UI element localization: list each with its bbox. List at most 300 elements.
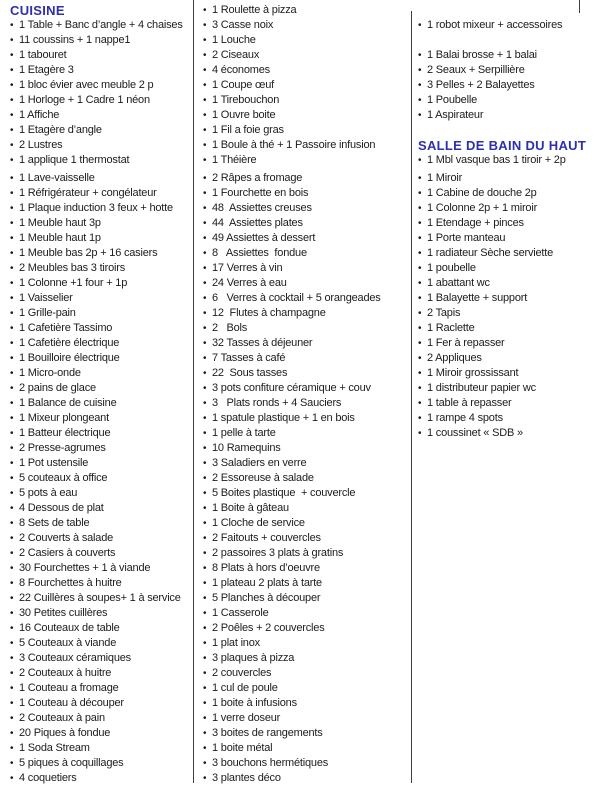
bullet-icon: • — [418, 155, 422, 166]
list-item — [203, 216, 410, 231]
list-item — [203, 426, 410, 441]
section-header-salle-de-bain: SALLE DE BAIN DU HAUT — [418, 138, 587, 153]
list-item — [10, 411, 193, 426]
list-item — [203, 33, 410, 48]
list-item — [10, 216, 193, 231]
list-item — [203, 321, 410, 336]
bullet-icon: • — [10, 398, 14, 409]
item-text: 2 Bols — [212, 322, 248, 334]
item-text: 1 Cafetière électrique — [19, 337, 120, 349]
list-item — [418, 231, 601, 246]
bullet-icon: • — [203, 263, 207, 274]
item-text: 1 radiateur Sèche serviette — [427, 247, 554, 259]
list-item — [203, 63, 410, 78]
bullet-icon: • — [203, 773, 207, 784]
item-text: 1 pelle à tarte — [212, 427, 276, 439]
item-text: 1 Miroir grossissant — [427, 367, 519, 379]
bullet-icon: • — [203, 413, 207, 424]
bullet-icon: • — [203, 698, 207, 709]
item-text: 2 Presse-agrumes — [19, 442, 106, 454]
list-item — [10, 78, 193, 93]
list-item — [418, 276, 601, 291]
bullet-icon: • — [10, 368, 14, 379]
list-item — [203, 336, 410, 351]
bullet-icon: • — [203, 428, 207, 439]
bullet-icon: • — [203, 488, 207, 499]
item-text: 5 couteaux à office — [19, 472, 108, 484]
item-text: 8 Plats à hors d’oeuvre — [212, 562, 320, 574]
bullet-icon: • — [203, 155, 207, 166]
list-item — [203, 546, 410, 561]
section-salle-de-bain — [418, 138, 601, 441]
bullet-icon: • — [203, 233, 207, 244]
list-item — [10, 18, 193, 33]
item-text: 1 boite métal — [212, 742, 273, 754]
item-text: 1 Mbl vasque bas 1 tiroir + 2p — [427, 154, 566, 166]
list-item — [203, 681, 410, 696]
item-text: 1 robot mixeur + accessoires — [427, 19, 563, 31]
item-text: 48 Assiettes creuses — [212, 202, 312, 214]
list-item — [10, 741, 193, 756]
list-item — [10, 231, 193, 246]
bullet-icon: • — [10, 65, 14, 76]
item-list-salle-de-bain — [418, 153, 601, 441]
bullet-icon: • — [203, 35, 207, 46]
item-text: 1 Lave-vaisselle — [19, 172, 95, 184]
column-divider-1 — [193, 0, 194, 783]
bullet-icon: • — [418, 248, 422, 259]
item-list-cuisine-continued — [203, 3, 410, 786]
item-text: 2 couvercles — [212, 667, 272, 679]
bullet-icon: • — [203, 548, 207, 559]
bullet-icon: • — [203, 533, 207, 544]
bullet-icon: • — [10, 50, 14, 61]
bullet-icon: • — [203, 368, 207, 379]
list-item — [418, 291, 601, 306]
list-item — [10, 771, 193, 786]
bullet-icon: • — [203, 578, 207, 589]
bullet-icon: • — [10, 308, 14, 319]
bullet-icon: • — [203, 353, 207, 364]
list-item — [10, 261, 193, 276]
list-item — [203, 246, 410, 261]
bullet-icon: • — [418, 233, 422, 244]
bullet-icon: • — [10, 338, 14, 349]
item-text: 8 Fourchettes à huitre — [19, 577, 122, 589]
bullet-icon: • — [10, 728, 14, 739]
bullet-icon: • — [10, 773, 14, 784]
item-text: 44 Assiettes plates — [212, 217, 303, 229]
bullet-icon: • — [10, 188, 14, 199]
section-cuisine — [10, 3, 193, 786]
item-text: 1 Meuble bas 2p + 16 casiers — [19, 247, 158, 259]
list-item — [418, 186, 601, 201]
item-text: 2 Appliques — [427, 352, 482, 364]
item-text: 1 Boule à thé + 1 Passoire infusion — [212, 139, 376, 151]
item-text: 1 Cafetière Tassimo — [19, 322, 113, 334]
column-cuisine — [10, 3, 193, 786]
item-text: 1 Fer à repasser — [427, 337, 505, 349]
item-text: 1 Réfrigérateur + congélateur — [19, 187, 157, 199]
item-text: 2 Couteaux à huitre — [19, 667, 112, 679]
bullet-icon: • — [203, 20, 207, 31]
item-text: 1 Porte manteau — [427, 232, 506, 244]
list-item — [203, 741, 410, 756]
item-text: 5 Planches à découper — [212, 592, 321, 604]
item-text: 2 Faitouts + couvercles — [212, 532, 321, 544]
item-text: 32 Tasses à déjeuner — [212, 337, 313, 349]
item-text: 1 Tirebouchon — [212, 94, 280, 106]
list-item — [10, 726, 193, 741]
item-text: 1 Casserole — [212, 607, 269, 619]
item-text: 1 Cloche de service — [212, 517, 305, 529]
item-text: 4 coquetiers — [19, 772, 77, 784]
item-text: 1 plat inox — [212, 637, 260, 649]
list-item — [10, 306, 193, 321]
item-text: 30 Fourchettes + 1 à viande — [19, 562, 151, 574]
list-item — [10, 321, 193, 336]
item-text: 1 distributeur papier wc — [427, 382, 536, 394]
bullet-icon: • — [418, 50, 422, 61]
bullet-icon: • — [418, 80, 422, 91]
item-text: 2 Seaux + Serpillière — [427, 64, 525, 76]
bullet-icon: • — [418, 383, 422, 394]
list-item — [10, 201, 193, 216]
list-item — [203, 153, 410, 168]
bullet-icon: • — [10, 683, 14, 694]
bullet-icon: • — [203, 638, 207, 649]
list-item — [418, 396, 601, 411]
list-item — [10, 381, 193, 396]
bullet-icon: • — [418, 110, 422, 121]
bullet-icon: • — [418, 95, 422, 106]
bullet-icon: • — [10, 278, 14, 289]
bullet-icon: • — [10, 713, 14, 724]
bullet-icon: • — [203, 173, 207, 184]
item-text: 3 pots confiture céramique + couv — [212, 382, 371, 394]
bullet-icon: • — [10, 233, 14, 244]
item-text: 1 coussinet « SDB » — [427, 427, 523, 439]
item-text: 1 Cabine de douche 2p — [427, 187, 537, 199]
bullet-icon: • — [203, 248, 207, 259]
list-item — [203, 201, 410, 216]
list-item — [203, 291, 410, 306]
item-text: 5 piques à coquillages — [19, 757, 124, 769]
list-item — [203, 351, 410, 366]
list-item — [10, 171, 193, 186]
item-text: 1 Roulette à pizza — [212, 4, 297, 16]
item-text: 11 coussins + 1 nappe1 — [19, 34, 131, 46]
item-text: 2 Couverts à salade — [19, 532, 114, 544]
item-text: 1 Coupe œuf — [212, 79, 275, 91]
list-item — [203, 771, 410, 786]
list-item — [418, 108, 601, 123]
section-header-cuisine: CUISINE — [10, 3, 65, 18]
bullet-icon: • — [203, 743, 207, 754]
list-item — [203, 306, 410, 321]
list-item — [203, 576, 410, 591]
item-text: 1 Balayette + support — [427, 292, 528, 304]
bullet-icon: • — [203, 65, 207, 76]
item-text: 1 Plaque induction 3 feux + hotte — [19, 202, 173, 214]
list-item — [10, 501, 193, 516]
list-item — [10, 471, 193, 486]
list-item — [10, 531, 193, 546]
list-item — [203, 516, 410, 531]
bullet-icon: • — [203, 308, 207, 319]
bullet-icon: • — [10, 593, 14, 604]
item-list-cleaning — [418, 18, 601, 123]
bullet-icon: • — [10, 578, 14, 589]
bullet-icon: • — [10, 608, 14, 619]
item-text: 1 tabouret — [19, 49, 67, 61]
list-item — [203, 381, 410, 396]
item-text: 4 économes — [212, 64, 270, 76]
bullet-icon: • — [10, 173, 14, 184]
item-text: 3 Saladiers en verre — [212, 457, 307, 469]
list-item — [10, 108, 193, 123]
bullet-icon: • — [10, 458, 14, 469]
list-item — [203, 591, 410, 606]
list-item — [10, 366, 193, 381]
item-text: 2 Casiers à couverts — [19, 547, 116, 559]
list-item — [10, 276, 193, 291]
bullet-icon: • — [10, 353, 14, 364]
item-text: 1 applique 1 thermostat — [19, 154, 130, 166]
list-item — [203, 231, 410, 246]
bullet-icon: • — [203, 188, 207, 199]
item-text: 1 Affiche — [19, 109, 60, 121]
item-text: 22 Cuillères à soupes+ 1 à service — [19, 592, 181, 604]
bullet-icon: • — [418, 338, 422, 349]
list-item — [203, 78, 410, 93]
bullet-icon: • — [418, 65, 422, 76]
item-text: 1 verre doseur — [212, 712, 281, 724]
list-item — [10, 33, 193, 48]
bullet-icon: • — [418, 308, 422, 319]
item-text: 2 Essoreuse à salade — [212, 472, 314, 484]
list-item — [418, 48, 601, 63]
bullet-icon: • — [10, 503, 14, 514]
list-item — [418, 306, 601, 321]
list-item — [10, 606, 193, 621]
list-item — [418, 246, 601, 261]
list-item — [203, 501, 410, 516]
bullet-icon: • — [418, 293, 422, 304]
bullet-icon: • — [418, 20, 422, 31]
item-text: 1 Aspirateur — [427, 109, 484, 121]
bullet-icon: • — [203, 758, 207, 769]
list-item — [203, 441, 410, 456]
bullet-icon: • — [10, 443, 14, 454]
item-text: 1 abattant wc — [427, 277, 490, 289]
bullet-icon: • — [418, 413, 422, 424]
list-item — [203, 726, 410, 741]
bullet-icon: • — [10, 140, 14, 151]
item-text: 2 Ciseaux — [212, 49, 260, 61]
list-item — [10, 123, 193, 138]
item-text: 1 Colonne 2p + 1 miroir — [427, 202, 538, 214]
list-item — [203, 276, 410, 291]
list-item — [203, 171, 410, 186]
item-text: 1 plateau 2 plats à tarte — [212, 577, 322, 589]
item-text: 1 Micro-onde — [19, 367, 81, 379]
bullet-icon: • — [418, 173, 422, 184]
item-text: 2 Poêles + 2 couvercles — [212, 622, 325, 634]
list-item — [418, 78, 601, 93]
item-text: 10 Ramequins — [212, 442, 281, 454]
list-item — [418, 63, 601, 78]
item-text: 1 Meuble haut 1p — [19, 232, 101, 244]
bullet-icon: • — [10, 533, 14, 544]
item-text: 7 Tasses à café — [212, 352, 286, 364]
list-item — [10, 681, 193, 696]
item-text: 3 boites de rangements — [212, 727, 323, 739]
item-text: 49 Assiettes à dessert — [212, 232, 316, 244]
list-item — [10, 756, 193, 771]
bullet-icon: • — [203, 623, 207, 634]
list-item — [10, 153, 193, 168]
bullet-icon: • — [418, 278, 422, 289]
item-text: 24 Verres à eau — [212, 277, 287, 289]
bullet-icon: • — [203, 95, 207, 106]
item-text: 1 Etagère 3 — [19, 64, 74, 76]
item-text: 2 pains de glace — [19, 382, 96, 394]
item-text: 2 Couteaux à pain — [19, 712, 105, 724]
bullet-icon: • — [203, 653, 207, 664]
bullet-icon: • — [203, 5, 207, 16]
bullet-icon: • — [418, 428, 422, 439]
item-text: 16 Couteaux de table — [19, 622, 120, 634]
item-text: 1 Couteau à découper — [19, 697, 124, 709]
list-item — [203, 411, 410, 426]
list-item — [203, 531, 410, 546]
item-text: 1 Poubelle — [427, 94, 477, 106]
bullet-icon: • — [10, 383, 14, 394]
list-item — [10, 291, 193, 306]
list-item — [203, 18, 410, 33]
bullet-icon: • — [10, 203, 14, 214]
list-item — [203, 261, 410, 276]
bullet-icon: • — [203, 203, 207, 214]
list-item — [418, 366, 601, 381]
item-text: 2 Meubles bas 3 tiroirs — [19, 262, 126, 274]
bullet-icon: • — [10, 638, 14, 649]
list-item — [10, 486, 193, 501]
list-item — [203, 366, 410, 381]
item-text: 5 Couteaux à viande — [19, 637, 117, 649]
list-item — [203, 108, 410, 123]
list-item — [203, 48, 410, 63]
bullet-icon: • — [10, 110, 14, 121]
item-text: 2 Lustres — [19, 139, 63, 151]
bullet-icon: • — [203, 110, 207, 121]
list-item — [203, 621, 410, 636]
item-text: 1 Miroir — [427, 172, 463, 184]
list-item — [203, 666, 410, 681]
list-item — [203, 93, 410, 108]
bullet-icon: • — [203, 713, 207, 724]
bullet-icon: • — [10, 248, 14, 259]
bullet-icon: • — [10, 263, 14, 274]
bullet-icon: • — [203, 458, 207, 469]
list-item — [10, 636, 193, 651]
list-item — [10, 516, 193, 531]
list-item — [203, 486, 410, 501]
item-text: 2 Râpes a fromage — [212, 172, 303, 184]
list-item — [203, 696, 410, 711]
item-text: 1 Bouilloire électrique — [19, 352, 120, 364]
bullet-icon: • — [10, 548, 14, 559]
bullet-icon: • — [10, 473, 14, 484]
item-text: 1 Raclette — [427, 322, 475, 334]
item-text: 1 Batteur électrique — [19, 427, 111, 439]
list-item — [10, 666, 193, 681]
list-item — [10, 546, 193, 561]
list-item — [203, 396, 410, 411]
item-text: 1 cul de poule — [212, 682, 278, 694]
bullet-icon: • — [203, 473, 207, 484]
column-divider-2 — [411, 11, 412, 783]
list-item — [418, 201, 601, 216]
list-item — [10, 246, 193, 261]
item-text: 1 poubelle — [427, 262, 476, 274]
list-item — [10, 63, 193, 78]
list-item — [10, 48, 193, 63]
list-item — [418, 381, 601, 396]
bullet-icon: • — [10, 413, 14, 424]
item-text: 8 Assiettes fondue — [212, 247, 307, 259]
list-item — [10, 138, 193, 153]
bullet-icon: • — [418, 398, 422, 409]
list-item — [418, 93, 601, 108]
item-text: 1 spatule plastique + 1 en bois — [212, 412, 355, 424]
item-text: 5 Boites plastique + couvercle — [212, 487, 356, 499]
item-text: 1 Colonne +1 four + 1p — [19, 277, 128, 289]
item-text: 1 Pot ustensile — [19, 457, 89, 469]
list-item — [203, 651, 410, 666]
item-text: 2 passoires 3 plats à gratins — [212, 547, 344, 559]
item-text: 4 Dessous de plat — [19, 502, 104, 514]
list-item — [418, 411, 601, 426]
list-item — [203, 756, 410, 771]
list-item — [418, 351, 601, 366]
section-cleaning — [418, 18, 601, 123]
bullet-icon: • — [10, 758, 14, 769]
bullet-icon: • — [203, 218, 207, 229]
bullet-icon: • — [203, 338, 207, 349]
bullet-icon: • — [10, 743, 14, 754]
list-item — [203, 3, 410, 18]
list-item — [418, 426, 601, 441]
item-text: 6 Verres à cocktail + 5 orangeades — [212, 292, 381, 304]
bullet-icon: • — [418, 263, 422, 274]
item-text: 30 Petites cuillères — [19, 607, 108, 619]
item-text: 1 Fourchette en bois — [212, 187, 309, 199]
list-item — [10, 651, 193, 666]
item-text: 8 Sets de table — [19, 517, 90, 529]
list-item — [203, 186, 410, 201]
bullet-icon: • — [203, 728, 207, 739]
list-item — [418, 216, 601, 231]
list-item — [10, 351, 193, 366]
bullet-icon: • — [203, 323, 207, 334]
item-text: 1 Louche — [212, 34, 256, 46]
item-text: 1 Balance de cuisine — [19, 397, 117, 409]
bullet-icon: • — [418, 323, 422, 334]
list-item — [10, 186, 193, 201]
bullet-icon: • — [203, 398, 207, 409]
